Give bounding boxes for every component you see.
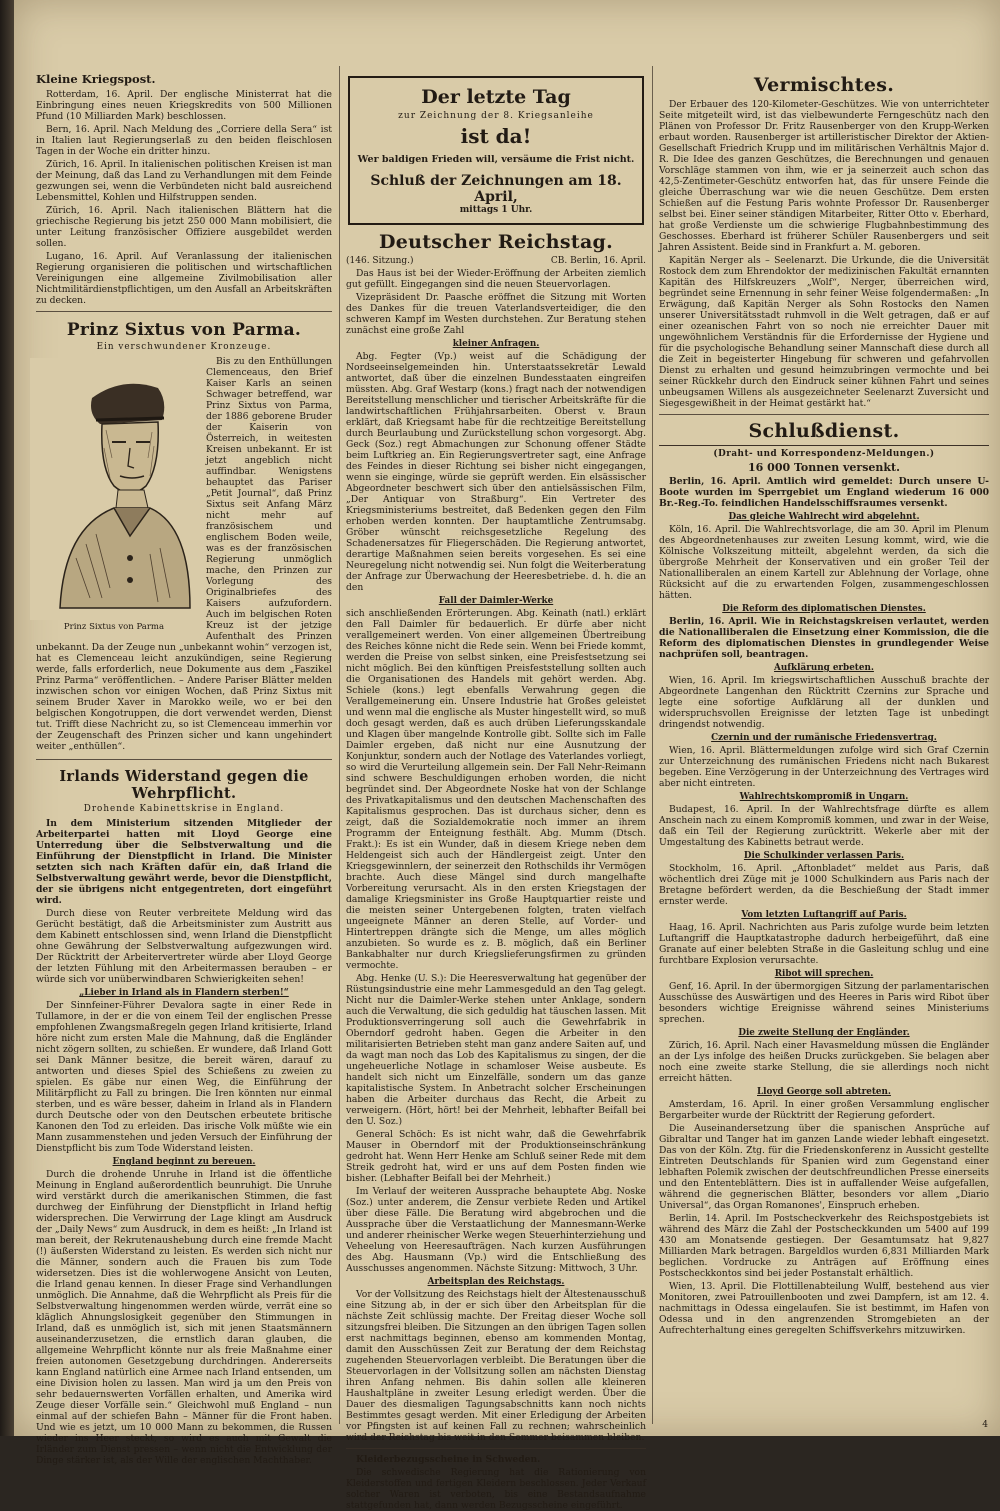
section-title: Vermischtes. [753, 74, 895, 96]
subsection-title: kleiner Anfragen. [452, 339, 540, 349]
article-body: Durch diese von Reuter verbreitete Meldung wird das Gerücht bestätigt, daß die Arbeitsminister zum Austritt aus dem Kabinett entschlossen sind, wenn Irland die Dienstpflicht ohne Gewährung der Selbstverwaltung aufgezwungen wird. Der Rücktritt der Arbeitervertreter würde aber Lloyd George der letzten Fühlung mit den Arbeitermassen berauben – er würde sich vor unüberwindbaren Schwierigkeiten sehen! [36, 908, 332, 985]
portrait-illustration [30, 358, 198, 636]
page-number: 4 [982, 1420, 988, 1430]
article-body: Berlin, 16. April. Amtlich wird gemeldet: Durch unsere U-Boote wurden im Sperrgebiet um England wiederum 16 000 Br.-Reg.-To. feindlichen Handelsschiffsraumes versenkt. [659, 476, 989, 509]
article-body: Zürich, 16. April. Nach einer Havasmeldung müssen die Engländer an der Lys infolge des heißen Drucks zurückgeben. Sie belagen aber noch eine zweite starke Stellung, die sie allerdings noch nicht erreicht hätten. [659, 1040, 989, 1084]
divider [36, 311, 332, 312]
article-body: Abg. Henke (U. S.): Die Heeresverwaltung hat gegenüber der Rüstungsindustrie eine mehr Lammesgeduld an den Tag gelegt. Nicht nur die Daimler-Werke stehen unter Anklage, sondern auch die Verwaltung, die sich geduldig hat täuschen lassen. Mit Produktionsverringerung soll auch die Gewehrfabrik in Oberndorf gedroht haben. Gegen die Arbeiter in den militarisierten Betrieben steht man ganz andere Saiten auf, und da wagt man noch das Lob des Kapitalismus zu singen, der die ungeheuerliche Notlage in schamloser Weise ausbeute. Es handelt sich nicht um Einzelfälle, sondern um das ganze kapitalistische System. In Anbetracht solcher Erscheinungen haben die Arbeiter durchaus das Recht, die Arbeit zu verweigern. (Hört, hört! bei der Mehrheit, lebhafter Beifall bei den U. Soz.) [346, 973, 646, 1127]
news-item: Rotterdam, 16. April. Der englische Ministerrat hat die Einbringung eines neuen Kriegskredits von 500 Millionen Pfund (10 Milliarden Mark) beschlossen. [36, 89, 332, 122]
ad-callout: ist da! [460, 124, 532, 148]
article-body: Haag, 16. April. Nachrichten aus Paris zufolge wurde beim letzten Luftangriff die Hauptkatastrophe dadurch herbeigeführt, daß eine Granate auf einer belebten Straße in die Gasleitung schlug und eine furchtbare Explosion verursachte. [659, 922, 989, 966]
subsection-title: Czernin und der rumänische Friedensvertrag. [711, 733, 937, 743]
subsection-title: Arbeitsplan des Reichstags. [427, 1277, 565, 1287]
article-title: Deutscher Reichstag. [378, 231, 614, 253]
divider [659, 414, 989, 415]
headline: 16 000 Tonnen versenkt. [748, 461, 900, 474]
session-number: (146. Sitzung.) [346, 256, 414, 266]
article-body: Die schwedische Regierung hat die Rationierung von Kleiderstoffen und fertigen Kleidern beschlossen. Jeder Verkauf solcher Waren ist verboten, bis eine Bestandsaufnahme stattgefunden hat, dann werden Bezugsscheine eingeführt. [346, 1467, 646, 1511]
portrait-caption: Prinz Sixtus von Parma [63, 622, 165, 632]
ad-deadline: Schluß der Zeichnungen am 18. April, [370, 173, 622, 205]
ad-subline: zur Zeichnung der 8. Kriegsanleihe [398, 111, 594, 121]
subsection-title: Die Schulkinder verlassen Paris. [743, 851, 905, 861]
article-body: Berlin, 14. April. Im Postscheckverkehr des Reichspostgebiets ist während des März die Zahl der Postscheckkunden um 5400 auf 199 430 am Monatsende gestiegen. Der Gesamtumsatz hat 9,827 Milliarden Mark betragen. Bargeldlos wurden 6,831 Milliarden Mark beglichen. Vordrucke zu Anträgen auf Eröffnung eines Postscheckkontos sind bei jeder Postanstalt erhältlich. [659, 1213, 989, 1279]
article-body: Berlin, 16. April. Wie in Reichstagskreisen verlautet, werden die Nationalliberalen die Einsetzung einer Kommission, die die Reform des diplomatischen Dienstes in grundlegender Weise nachprüfen soll, beantragen. [659, 616, 989, 660]
article-body: Amsterdam, 16. April. In einer großen Versammlung englischer Bergarbeiter wurde der Rücktritt der Regierung gefordert. [659, 1099, 989, 1121]
ad-headline: Der letzte Tag [421, 86, 571, 108]
subsection-title: Vom letzten Luftangriff auf Paris. [741, 910, 907, 920]
article-body: Abg. Fegter (Vp.) weist auf die Schädigung der Nordseeinselgemeinden hin. Unterstaatssekretär Lewald antwortet, daß über die einzelnen Bundesstaaten eingreifen müssten. Abg. Graf Westarp (kons.) fragt nach der notwendigen Bereitstellung menschlicher und tierischer Arbeitskräfte für die landwirtschaftlichen Frühjahrsarbeiten. Oberst v. Braun erklärt, daß Kriegsamt habe für die rechtzeitige Bereitstellung durch Beurlaubung und Zurückstellung schon vorgesorgt. Abg. Geck (Soz.) regt Abmachungen zur Schonung offener Städte beim Luftkrieg an. Ein Regierungsvertreter sagt, eine Anfrage des Feindes in dieser Richtung sei bisher nicht eingegangen, wenn sie einginge, würde sie geprüft werden. Ein elsässischer Abgeordneter beschwert sich über den antielsässischen Film, „Der Antiquar von Straßburg“. Ein Vertreter des Kriegsministeriums bestreitet, daß Bedenken gegen den Film erhoben werden konnten. Der hauptamtliche Zentrumsabg. Gröber wünscht reichsgesetzliche Regelung des Schadenersatzes für Fliegerschäden. Die Regierung antwortet, derartige Maßnahmen seien bereits vorgesehen. Es sei eine Neuregelung nicht notwendig sei. Nun folgt die Weiterberatung der Anfrage zur Überwachung der Heeresbetriebe. d. h. die an den [346, 351, 646, 593]
column-middle [346, 70, 646, 1511]
ad-slogan: Wer baldigen Frieden will, versäume die Frist nicht. [357, 154, 635, 165]
article-body: Budapest, 16. April. In der Wahlrechtsfrage dürfte es allem Anschein nach zu einem Kompromiß kommen, und zwar in der Weise, daß ein Teil der Regierung zurücktritt. Wekerle aber mit der Umgestaltung des Kabinetts betraut werde. [659, 804, 989, 848]
subsection-title: „Lieber in Irland als in Flandern sterben!“ [79, 988, 289, 998]
article-body: General Schöch: Es ist nicht wahr, daß die Gewehrfabrik Mauser in Oberndorf mit der Produktionseinschränkung gedroht hat. Wenn Herr Henke am Schluß seiner Rede mit dem Streik gedroht hat, wird er uns auf dem Posten finden wie bisher. (Lebhafter Beifall bei der Mehrheit.) [346, 1129, 646, 1184]
section-subtitle: (Draht- und Korrespondenz-Meldungen.) [659, 445, 989, 459]
article-body: Bis zu den Enthüllungen Clemenceaus, den Brief Kaiser Karls an seinen Schwager betreffend, war Prinz Sixtus von Parma, der 1886 geborene Bruder der Kaiserin von Österreich, in weitesten Kreisen unbekannt. Er ist jetzt angeblich nicht auffindbar. Wenigstens behauptet das Pariser „Petit Journal“, daß Prinz Sixtus seit Anfang März nicht mehr auf französischem und englischem Boden weile, was es der französischen Regierung unmöglich mache, den Prinzen zur Vorlegung des Originalbriefes des Kaisers aufzufordern. Auch im belgischen Roten Kreuz ist der jetzige Aufenthalt des Prinzen unbekannt. Da der Zeuge nun „unbekannt wohin“ verzogen ist, hat es Clemenceau leicht anzukündigen, seine Regierung werde, falls erforderlich, neue Dokumente aus dem „Faszikel Prinz Parma“ veröffentlichen. – Andere Pariser Blätter melden inzwischen schon vor einigen Wochen, daß Prinz Sixtus mit seinem Bruder Xaver in Marokko weile, wo er bei den belgischen Kongotruppen, die dort verwendet werden, Dienst tut. Trifft diese Nachricht zu, so ist Clemenceau immerhin vor der Zeugenschaft des Prinzen sicher und kann ungehindert weiter „enthüllen“. [36, 356, 332, 752]
news-item: Lugano, 16. April. Auf Veranlassung der italienischen Regierung organisieren die politischen und wirtschaftlichen Vereinigungen eine allgemeine Zivilmobilisation aller Nichtmilitärdienstpflichtigen, um den Ausfall an Arbeitskräften zu decken. [36, 251, 332, 306]
article-body: Das Haus ist bei der Wieder-Eröffnung der Arbeiten ziemlich gut gefüllt. Eingegangen sind die neuen Steuervorlagen. [346, 268, 646, 290]
divider [346, 1448, 646, 1449]
article-lead: Kleiderbezugsscheine in Schweden. [356, 1454, 541, 1465]
article-body: Stockholm, 16. April. „Aftonbladet“ meldet aus Paris, daß wöchentlich drei Züge mit je 1000 Schulkindern aus Paris nach der Bretagne befördert werden, da die Beschießung der Stadt immer ernster werde. [659, 863, 989, 907]
war-loan-advertisement [348, 76, 644, 225]
column-rule [652, 66, 653, 1424]
article-body: Der Erbauer des 120-Kilometer-Geschützes. Wie von unterrichteter Seite mitgeteilt wird, ist das vielbewunderte Ferngeschütz nach den Plänen von Professor Dr. Fritz Rausenberger von den Krupp-Werken erbaut worden. Rausenberger ist artilleristischer Direktor der Aktien-Gesellschaft Friedrich Krupp und im militärischen Verhältnis Major d. R. Die Idee des ganzen Geschützes, die Berechnungen und genauen Vorschläge stammen von ihm, wie er ja seinerzeit auch schon das 42,5-Zentimeter-Geschütz entworfen hat, das für unsere Feinde die gleiche Überraschung war wie die neuen Geschütze. Dem ersten Schießen auf die Festung Paris wohnte Professor Dr. Rausenberger selbst bei. Einer seiner ständigen Mitarbeiter, Ritter Otto v. Eberhard, hat große Verdienste um die schwierige Flugbahnbestimmung des Geschosses. Eberhard ist früherer Schüler Rausenbergers und seit Jahren Assistent. Beide sind in Frankfurt a. M. geboren. [659, 99, 989, 253]
column-rule [339, 66, 340, 1424]
news-item: Bern, 16. April. Nach Meldung des „Corriere della Sera“ ist in Italien laut Regierungserlaß zu den beiden fleischlosen Tagen in der Woche ein dritter hinzu. [36, 124, 332, 157]
article-title: Prinz Sixtus von Parma. [66, 320, 302, 340]
subsection-title: Lloyd George soll abtreten. [757, 1087, 891, 1097]
newspaper-page [14, 0, 1000, 1511]
ad-time: mittags 1 Uhr. [459, 205, 533, 215]
subsection-title: Wahlrechtskompromiß in Ungarn. [739, 792, 909, 802]
subsection-title: Aufklärung erbeten. [774, 663, 874, 673]
article-body: Vor der Vollsitzung des Reichstags hielt der Ältestenausschuß eine Sitzung ab, in der er sich über den Arbeitsplan für die nächste Zeit schlüssig machte. Der Freitag dieser Woche soll sitzungsfrei bleiben. Die Sitzungen an den übrigen Tagen sollen erst nachmittags beginnen, ebenso am kommenden Montag, damit den Ausschüssen Zeit zur Beratung der dem Reichstag zugehenden Steuervorlagen verbleibt. Die Beratungen über die Steuervorlagen in der Vollsitzung sollen am nächsten Dienstag ihren Anfang nehmen. Bis dahin sollen alle kleineren Haushaltpläne in zweiter Lesung erledigt werden. Über die Dauer des diesmaligen Tagungsabschnitts kann noch nichts Bestimmtes gesagt werden. Mit einer Erledigung der Arbeiten vor Pfingsten ist auf keinen Fall zu rechnen; wahrscheinlich wird der Reichstag bis weit in den Sommer beisammen bleiben. [346, 1289, 646, 1443]
subsection-title: England beginnt zu bereuen. [112, 1157, 256, 1167]
article-lead: In dem Ministerium sitzenden Mitglieder der Arbeiterpartei hatten mit Lloyd George eine Unterredung über die Selbstverwaltung und die Einführung der Dienstpflicht in Irland. Die Minister setzten sich nach Kräften dafür ein, daß Irland die Selbstverwaltung gewährt werde, bevor die Dienstpflicht, der sie übrigens nicht entgegentreten, dort eingeführt wird. [36, 818, 332, 906]
article-body: Die Auseinandersetzung über die spanischen Ansprüche auf Gibraltar und Tanger hat im ganzen Lande wieder lebhaft eingesetzt. Das von der Köln. Ztg. für die Friedenskonferenz in Aussicht gestellte Eintreten Deutschlands für Spanien wird zum Gegenstand einer lebhaften Polemik zwischen der deutschfreundlichen Presse einerseits und den Ententeblättern. Dies ist in auffallender Weise aufgefallen, während die gegnerischen Blätter, besonders vor allem „Diario Universal“, das Organ Romanones', Einspruch erheben. [659, 1123, 989, 1211]
news-item: Zürich, 16. April. In italienischen politischen Kreisen ist man der Meinung, daß das Land zu Verhandlungen mit dem Feinde gezwungen sei, wenn die Verbündeten nicht bald ausreichend Lebensmittel, Kohlen und Hilfstruppen senden. [36, 159, 332, 203]
subsection-title: Ribot will sprechen. [774, 969, 874, 979]
subsection-title: Die zweite Stellung der Engländer. [738, 1028, 910, 1038]
article-subtitle: Drohende Kabinettskrise in England. [83, 804, 285, 814]
article-body: Genf, 16. April. In der übermorgigen Sitzung der parlamentarischen Ausschüsse des Auswärtigen und des Heeres in Paris wird Ribot über besonders wichtige Ereignisse während seines Ministeriums sprechen. [659, 981, 989, 1025]
article-body: Wien, 16. April. Im kriegswirtschaftlichen Ausschuß brachte der Abgeordnete Langenhan den Rücktritt Czernins zur Sprache und legte eine sofortige Aufklärung all der dunklen und widerspruchsvollen Ereignisse der letzten Tage ist unbedingt dringendst notwendig. [659, 675, 989, 730]
column-right [659, 70, 989, 1425]
article-body: Wien, 16. April. Blättermeldungen zufolge wird sich Graf Czernin zur Unterzeichnung des rumänischen Friedens nicht nach Bukarest begeben. Eine Verzögerung in der Unterzeichnung des Vertrages wird aber nicht eintreten. [659, 745, 989, 789]
section-title: Schlußdienst. [748, 420, 900, 442]
column-left [36, 70, 332, 1466]
divider [36, 759, 332, 760]
dateline: CB. Berlin, 16. April. [550, 256, 646, 266]
article-body: Durch die drohende Unruhe in Irland ist die öffentliche Meinung in England außerordentlich beunruhigt. Die Unruhe wird verstärkt durch die amerikanischen Stimmen, die fast durchweg der Einführung der Dienstpflicht in Irland heftig widersprechen. Die Verwirrung der Lage klingt am Ausdruck der „Daily News“ zum Ausdruck, in dem es heißt: „In Irland ist man bereit, der Rekrutenaushebung durch eine fremde Macht (!) äußersten Widerstand zu leisten. Es werden sich nicht nur die Männer, sondern auch die Frauen bis zum Tode widersetzen. Dies ist die wohlerwogene Ansicht von Leuten, die Irland genau kennen. In dieser Frage sind Verhandlungen unmöglich. Die Annahme, daß die Wehrpflicht als Preis für die Selbstverwaltung hingenommen werden würde, verrät eine so kläglich Ahnungslosigkeit gegenüber den Stimmungen in Irland, daß es unmöglich ist, sich mit jenen Staatsmännern auseinanderzusetzen, die ernstlich daran glauben, die allgemeine Wehrpflicht könnte nur als freie Maßnahme einer freien autonomen Gesetzgebung durchdringen. Andererseits kann England natürlich eine Armee nach Irland entsenden, um eine Division holen zu lassen. Man wird ja um den Preis von sehr bedauernswerten Vorfällen erhalten, und Amerika wird Zeuge dieser Vorfälle sein.“ Gleichwohl muß England – nun einmal auf der schiefen Bahn – Männer für die Front haben. Und wie es jetzt, um 10 000 Mann zu bekommen, die Russen wieder ins Heer steckt, so wird es auch mit Gewalt die Irländer zum Dienst pressen – wenn nicht die Entwicklung der Dinge stärker ist, als der Wille der englischen Machthaber. [36, 1169, 332, 1466]
article-body: sich anschließenden Erörterungen. Abg. Keinath (natl.) erklärt den Fall Daimler für bedauerlich. Er dürfe aber nicht verallgemeinert werden. Von einer allgemeinen Übertreibung des Reiches könne nicht die Rede sein. Wenn bei Friede kommt, werden die Preise von selbst sinken, eine Preisfestsetzung sei nicht möglich. Bei den künftigen Preisfeststellung sollten auch die Organisationen des Handels mit gehört werden. Abg. Schiele (kons.) legt ebenfalls Verwahrung gegen die Verallgemeinerung ein. Unsere Industrie hat Großes geleistet und wenn mal die englische als Muster hingestellt wird, so muß doch gesagt werden, daß es auch drüben Lieferungsskandale und Klagen über mangelnde Kontrolle gibt. Sollte sich im Falle Daimler ergeben, daß nicht nur eine Ausnutzung der Konjunktur, sondern auch der Notlage des Vaterlandes vorliegt, so wird die Verurteilung allgemein sein. Der Fall Nehr-Reimann sind schwere Beschuldigungen erhoben worden, die nicht begründet sind. Der Abgeordnete Noske hat von der Schlange des Privatkapitalismus und den deutschen Machenschaften des Kapitalismus gesprochen. Das ist durchaus sicher, denn es zeigt, daß die Sozialdemokratie noch immer an ihrem Programm der Enteignung festhält. Abg. Mumm (Dtsch. Frakt.): Es ist ein Wunder, daß in diesem Kriege neben dem Heldengeist sich auch der Händlergeist zeigt. Unter den Kriegsgewinnlern, der seinerzeit den Rothschilds ihr Vermögen brachte. Auch diese Mängel sind durch mangelhafte Vorbereitung verursacht. Als in den ersten Kriegstagen der damalige Kriegsminister ins Große Hauptquartier reiste und die meisten seiner Untergebenen folgten, traten vielfach ungeeignete Männer an deren Stelle, auf Vorder- und Hintertreppen drängte sich die Menge, um alles möglich anzubieten. So wurde es z. B. möglich, daß ein Berliner Bankabhalter nur durch Kriegslieferungsfirmen zu gründen vermochte. [346, 608, 646, 971]
section-title: Kleine Kriegspost. [36, 72, 156, 86]
article-meta [346, 256, 646, 266]
article-title: Irlands Widerstand gegen die Wehrpflicht. [59, 768, 309, 802]
portrait-sketch-icon [30, 358, 198, 620]
article-body: Köln, 16. April. Die Wahlrechtsvorlage, die am 30. April im Plenum des Abgeordnetenhauses zur zweiten Lesung kommt, wird, wie die Kölnische Volkszeitung mitteilt, abgelehnt werden, da sich die übergroße Mehrheit der Konservativen und ein großer Teil der Nationalliberalen an einem Kartell zur Ablehnung der Vorlage, ohne Rücksicht auf die zu erwartenden Folgen, zusammengeschlossen hätten. [659, 524, 989, 601]
subsection-title: Das gleiche Wahlrecht wird abgelehnt. [728, 512, 920, 522]
article-body: Wien, 13. April. Die Flottillenabteilung Wulff, bestehend aus vier Monitoren, zwei Patrouillenbooten und zwei Dampfern, ist am 12. 4. nachmittags in Odessa eingelaufen. Sie ist bestimmt, im Hafen von Odessa und in den angrenzenden Stromgebieten an der Aufrechterhaltung eines geregelten Schiffsverkehrs mitzuwirken. [659, 1281, 989, 1336]
subsection-title: Die Reform des diplomatischen Dienstes. [722, 604, 926, 614]
subsection-title: Fall der Daimler-Werke [438, 596, 554, 606]
page-edge [0, 0, 14, 1436]
article-body: Der Sinnfeiner-Führer Devalora sagte in einer Rede in Tullamore, in der er die von einem Teil der englischen Presse empfohlenen Zwangsmaßregeln gegen Irland kritisierte, Irland höre nicht zum ersten Male die Mahnung, daß die Engländer nicht zögern sollten, zu schießen. Er wundere, daß Irland Gott sei Dank Männer besitze, die bereit wären, darauf zu antworten und dieses Spiel des Schießens zu zweien zu spielen. Es gäbe nur einen Weg, die Einführung der Militärpflicht zu Fall zu bringen. Die Iren könnten nur einmal sterben, und es wäre besser, daheim in Irland als in Flandern durch Deutsche oder von den Deutschen erbeutete britische Kanonen den Tod zu erleiden. Das irische Volk müßte wie ein Mann zusammenstehen und jeden Versuch der Einführung der Dienstpflicht bis zum Tode Widerstand leisten. [36, 1000, 332, 1154]
article-body: Vizepräsident Dr. Paasche eröffnet die Sitzung mit Worten des Dankes für die treuen Vaterlandsverteidiger, die den schweren Kampf im Westen durchstehen. Zur Beratung stehen zunächst eine große Zahl [346, 292, 646, 336]
article-body: Im Verlauf der weiteren Aussprache behauptete Abg. Noske (Soz.) unter anderem, die Zensur verbiete Reden und Artikel über diese Fälle. Die Beratung wird abgebrochen und die Aussprache über die Verstaatlichung der Mannesmann-Werke und anderer rheinischer Werke wegen Steuerhinterziehung und Veheelung von Heeresaufträgen. Nach kurzen Ausführungen des Abg. Hausmann (Vp.) wird die Entschließung des Ausschusses angenommen. Nächste Sitzung: Mittwoch, 3 Uhr. [346, 1186, 646, 1274]
article-body: Kapitän Nerger als – Seelenarzt. Die Urkunde, die die Universität Rostock dem zum Ehrendoktor der medizinischen Fakultät ernannten Kapitän des Hilfskreuzers „Wolf“, Nerger, überreichen wird, begründet seine Ernennung in sehr feiner Weise folgendermaßen: „In Erwägung, daß Kapitän Nerger als Sohn Rostocks den Namen unserer Universitätsstadt ruhmvoll in die Welt getragen, daß er auf einer ozeanischen Fahrt von so noch nie erreichter Dauer mit ungewöhnlichem Verständnis für die Erfordernisse der Hygiene und für die psychologische Behandlung seiner Mannschaft diese durch all die Zeit in begeisterter Hingebung für schweren und gefahrvollen Dienst zu erhalten und gesund heimzubringen vermochte und bei seiner Rückkehr durch den Eindruck seiner kühnen Fahrt und seines unbeugsamen Willens als ausgezeichneter Seelenarzt Zuversicht und Siegesgewißheit in der Heimat gestärkt hat.“ [659, 255, 989, 409]
article-subtitle: Ein verschwundener Kronzeuge. [96, 342, 272, 352]
news-item: Zürich, 16. April. Nach italienischen Blättern hat die griechische Regierung bis jetzt 250 000 Mann mobilisiert, die unter Leitung französischer Offiziere ausgebildet werden sollen. [36, 205, 332, 249]
